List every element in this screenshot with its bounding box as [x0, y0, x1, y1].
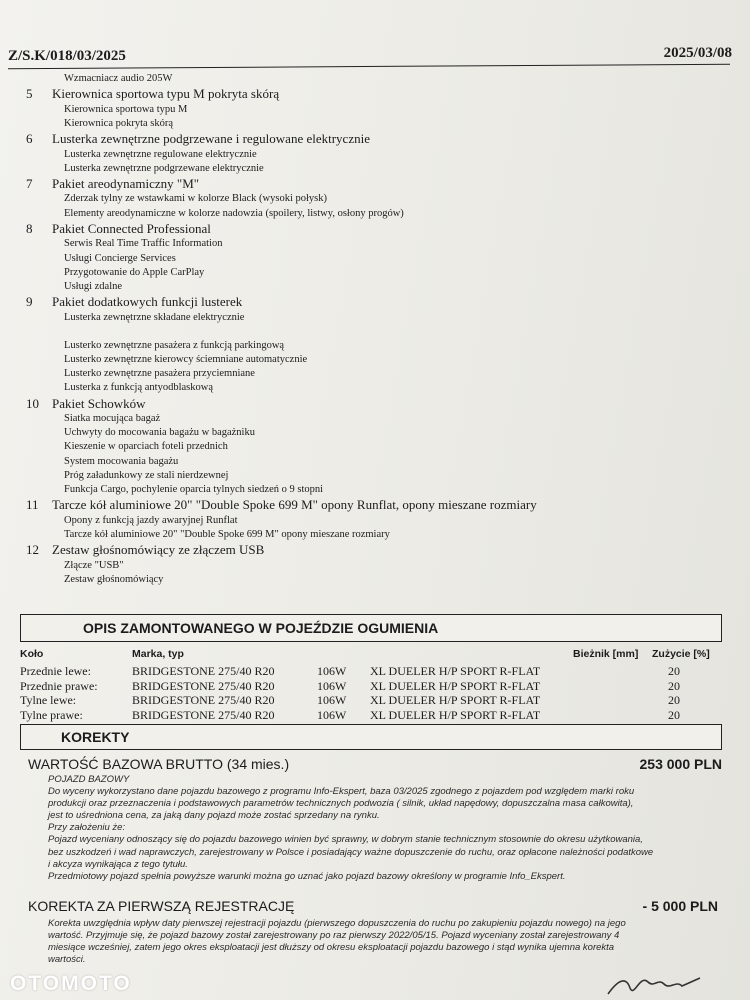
equipment-item [0, 311, 750, 325]
tires-section-title: OPIS ZAMONTOWANEGO W POJEŹDZIE OGUMIENIA [83, 620, 439, 636]
equipment-item [0, 192, 750, 206]
note-line: POJAZD BAZOWY [48, 774, 130, 785]
item-name: Lusterka zewnętrzne podgrzewane elektrycznie [64, 162, 264, 174]
item-name: Siatka mocująca bagaż [64, 413, 161, 424]
first-registration-amount: - 5 000 PLN [642, 898, 718, 914]
item-name: Zestaw głośnomówiący [64, 573, 164, 585]
equipment-item [0, 207, 750, 221]
package-name: Pakiet Connected Professional [52, 220, 211, 236]
table-row [20, 679, 730, 694]
equipment-item [0, 117, 750, 131]
item-name: Opony z funkcją jazdy awaryjnej Runflat [64, 514, 238, 526]
item-name: Zderzak tylny ze wstawkami w kolorze Black (wysoki połysk) [64, 193, 328, 205]
item-name: Kierownica sportowa typu M [64, 103, 188, 115]
note-line: wartość. Przyjmuje się, że pojazd bazowy został zarejestrowany po raz pierwszy 2022/05/15. Pojazd wyceniany został zarejestrowany 4 [48, 930, 620, 942]
base-value-amount: 253 000 PLN [639, 756, 722, 772]
base-value-label: WARTOŚĆ BAZOWA BRUTTO (34 mies.) [28, 756, 290, 772]
cell-model: XL DUELER H/P SPORT R-FLAT [370, 664, 541, 678]
equipment-package [0, 396, 750, 413]
cell-wheel: Przednie lewe: [20, 664, 91, 678]
package-number: 9 [26, 294, 33, 310]
item-name: Lusterko zewnętrzne kierowcy ściemniane automatycznie [64, 353, 308, 365]
cell-load-index: 106W [317, 693, 347, 707]
equipment-package [0, 176, 750, 193]
equipment-item [0, 469, 750, 483]
equipment-package [0, 542, 750, 559]
note-line: Do wyceny wykorzystano dane pojazdu bazowego z programu Info-Ekspert, baza 03/2025 zgodnego z pojazdem pod względem marki roku [48, 786, 635, 798]
cell-load-index: 106W [317, 664, 347, 678]
equipment-item [0, 252, 750, 266]
equipment-package [0, 221, 750, 238]
note-line: wartości. [48, 954, 86, 966]
equipment-package [0, 86, 750, 103]
table-row [20, 693, 730, 708]
package-name: Zestaw głośnomówiący ze złączem USB [52, 542, 265, 557]
equipment-item [0, 483, 750, 497]
cell-brand: BRIDGESTONE 275/40 R20 [132, 707, 275, 722]
package-number: 8 [26, 220, 33, 236]
item-name: Złącze "USB" [64, 559, 124, 571]
note-line: jest to uśredniona cena, za jaką dany pojazd może zostać sprzedany na rynku. [48, 810, 380, 822]
equipment-item [0, 148, 750, 162]
equipment-package [0, 497, 750, 514]
package-number: 7 [26, 175, 33, 191]
equipment-item [0, 266, 750, 280]
equipment-item [0, 237, 750, 251]
cell-model: XL DUELER H/P SPORT R-FLAT [370, 678, 541, 693]
equipment-item [0, 353, 750, 367]
item-name: Serwis Real Time Traffic Information [64, 238, 223, 250]
equipment-item [0, 440, 750, 454]
tires-table-body [20, 664, 730, 722]
package-name: Pakiet Schowków [52, 395, 146, 411]
package-number: 12 [26, 542, 39, 557]
table-row [20, 708, 730, 723]
note-line: Korekta uwzględnia wpływ daty pierwszej rejestracji pojazdu (pierwszego dopuszczenia do ruchu po zakupieniu pojazdu nowego) na jego [48, 918, 626, 929]
document-date: 2025/03/08 [663, 45, 732, 61]
equipment-item [0, 514, 750, 528]
tires-table-header [20, 648, 730, 664]
first-registration-label: KOREKTA ZA PIERWSZĄ REJESTRACJĘ [28, 898, 295, 914]
equipment-item [0, 528, 750, 542]
item-name: Kieszenie w oparciach foteli przednich [64, 441, 228, 453]
cell-wear: 20 [668, 693, 680, 707]
item-name: Usługi Concierge Services [64, 252, 176, 264]
cell-wear: 20 [668, 707, 680, 722]
item-name: Kierownica pokryta skórą [64, 117, 174, 129]
cell-load-index: 106W [317, 678, 347, 693]
item-name: Wzmacniacz audio 205W [64, 73, 173, 84]
table-row [20, 664, 730, 679]
corrections-title: KOREKTY [61, 729, 130, 745]
equipment-item [0, 72, 750, 86]
package-number: 5 [26, 86, 33, 102]
package-name: Tarcze kół aluminiowe 20" "Double Spoke 699 M" opony Runflat, opony mieszane rozmiary [52, 497, 537, 513]
note-line: i akcyza wynikająca z tego tytułu. [48, 858, 188, 870]
item-name: System mocowania bagażu [64, 455, 179, 467]
col-wear: Zużycie [%] [652, 648, 710, 660]
package-number: 10 [26, 395, 39, 411]
item-name: Przygotowanie do Apple CarPlay [64, 266, 205, 278]
cell-brand: BRIDGESTONE 275/40 R20 [132, 693, 275, 707]
equipment-item [0, 455, 750, 469]
item-name: Lusterka zewnętrzne regulowane elektrycznie [64, 148, 257, 160]
item-name: Elementy areodynamiczne w kolorze nadowzia (spoilery, listwy, osłony progów) [64, 207, 404, 219]
equipment-item [0, 103, 750, 117]
note-line: miesiące wcześniej, zatem jego okres eksploatacji jest dłuższy od okresu eksploatacji pojazdu bazowego i stąd wynika ujemna korekta [48, 942, 615, 954]
item-name: Lusterko zewnętrzne pasażera przyciemniane [64, 368, 255, 380]
col-brand: Marka, typ [132, 648, 184, 660]
cell-wear: 20 [668, 664, 680, 678]
list-gap [0, 325, 750, 339]
base-value-row [0, 756, 722, 774]
cell-wear: 20 [668, 678, 680, 693]
tires-table [20, 648, 730, 722]
package-name: Lusterka zewnętrzne podgrzewane i regulowane elektrycznie [52, 131, 370, 147]
otomoto-watermark: OTOMOTO [10, 972, 132, 995]
cell-wheel: Tylne prawe: [20, 707, 83, 722]
package-number: 11 [26, 497, 39, 513]
item-name: Lusterka zewnętrzne składane elektrycznie [64, 311, 245, 323]
cell-brand: BRIDGESTONE 275/40 R20 [132, 678, 275, 693]
cell-model: XL DUELER H/P SPORT R-FLAT [370, 693, 541, 707]
col-tread: Bieżnik [mm] [573, 648, 639, 660]
cell-load-index: 106W [317, 707, 347, 722]
item-name: Próg załadunkowy ze stali nierdzewnej [64, 469, 229, 481]
cell-wheel: Przednie prawe: [20, 678, 98, 693]
cell-model: XL DUELER H/P SPORT R-FLAT [370, 707, 541, 722]
note-line: Przedmiotowy pojazd spełnia powyższe warunki można go uznać jako pojazd bazowy określony w programie Info_Ekspert. [48, 870, 566, 882]
item-name: Lusterka z funkcją antyodblaskową [64, 382, 213, 394]
equipment-package [0, 294, 750, 311]
base-value-note [48, 774, 708, 883]
equipment-item [0, 280, 750, 294]
note-line: bez uszkodzeń i wad naprawczych, zarejestrowany w Polsce i posiadający ważne dopuszczenie do ruchu, oraz opłacone należności podatkowe [48, 846, 654, 858]
package-name: Pakiet areodynamiczny "M" [52, 175, 200, 191]
equipment-item [0, 573, 750, 587]
corrections-header [20, 724, 722, 750]
equipment-item [0, 339, 750, 353]
equipment-item [0, 412, 750, 426]
package-name: Pakiet dodatkowych funkcji lusterek [52, 294, 243, 310]
item-name: Usługi zdalne [64, 280, 123, 292]
item-name: Lusterko zewnętrzne pasażera z funkcją parkingową [64, 339, 285, 351]
cell-wheel: Tylne lewe: [20, 693, 77, 707]
package-number: 6 [26, 131, 33, 147]
package-name: Kierownica sportowa typu M pokryta skórą [52, 86, 280, 102]
note-line: Przy założeniu że: [48, 822, 126, 834]
equipment-package [0, 131, 750, 148]
equipment-item [0, 162, 750, 176]
tires-section-header [20, 614, 722, 642]
document-number: Z/S.K/018/03/2025 [8, 48, 126, 64]
first-registration-row [0, 898, 718, 916]
note-line: produkcji oraz przeznaczenia i podstawowych parametrów technicznych podwozia ( silnik, układ napędowy, dopuszczalna masa całkowita), [48, 798, 634, 810]
item-name: Uchwyty do mocowania bagażu w bagażniku [64, 427, 255, 439]
item-name: Tarcze kół aluminiowe 20" "Double Spoke 699 M" opony mieszane rozmiary [64, 528, 390, 540]
equipment-item [0, 367, 750, 381]
cell-brand: BRIDGESTONE 275/40 R20 [132, 664, 275, 678]
signature-mark [604, 958, 704, 1000]
equipment-item [0, 559, 750, 573]
item-name: Funkcja Cargo, pochylenie oparcia tylnych siedzeń o 9 stopni [64, 483, 324, 495]
note-line: Pojazd wyceniany odnoszący się do pojazdu bazowego winien być sprawny, w dobrym stanie technicznym stosownie do okresu użytkowania, [48, 834, 643, 846]
equipment-item [0, 381, 750, 395]
equipment-item [0, 426, 750, 440]
col-wheel: Koło [20, 648, 44, 660]
equipment-list [0, 72, 750, 587]
